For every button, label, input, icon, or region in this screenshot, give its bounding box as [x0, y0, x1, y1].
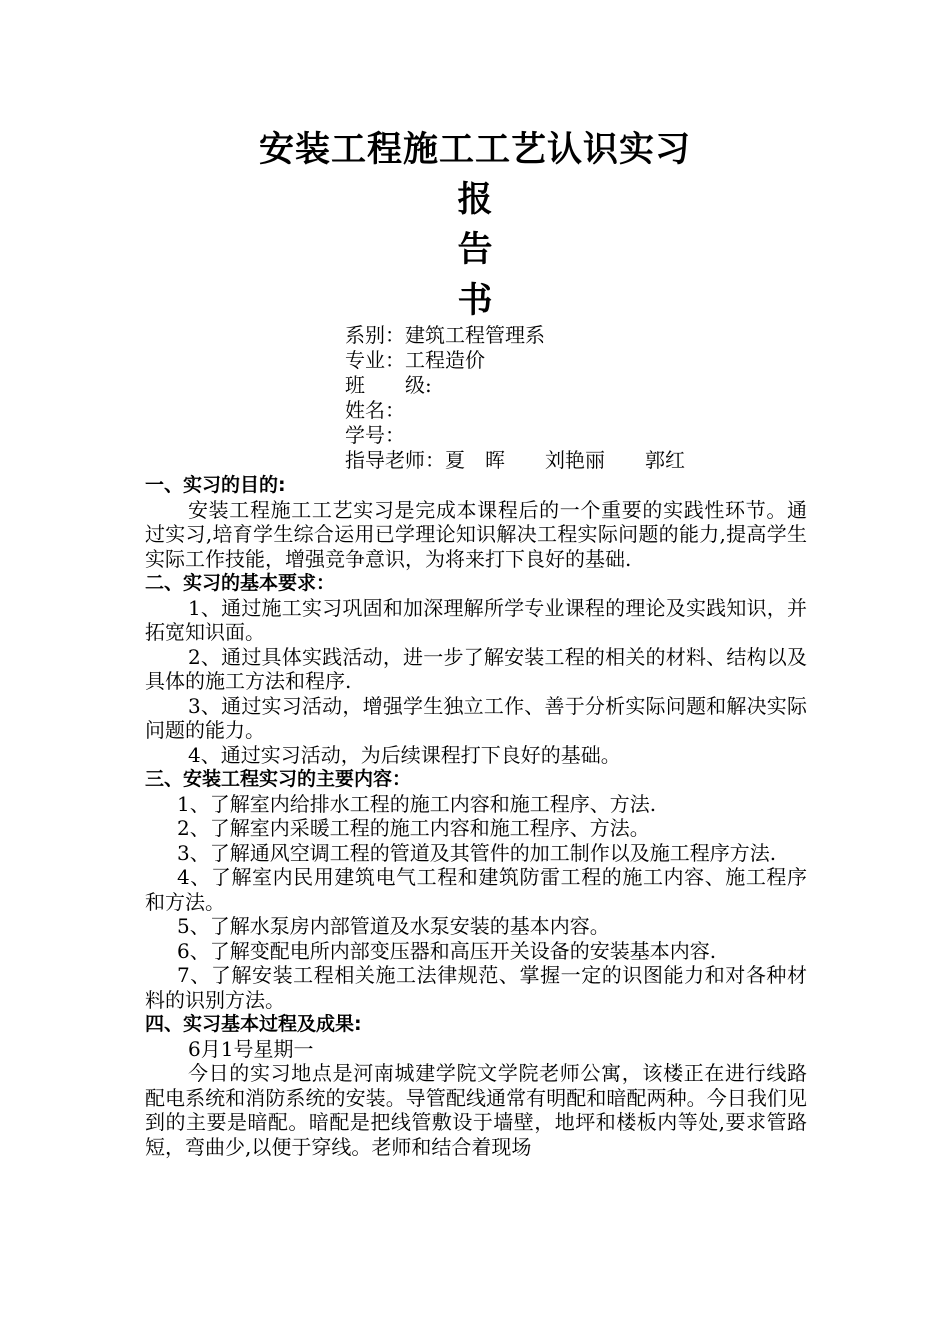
section-heading-requirements: 二、实习的基本要求：	[145, 572, 336, 594]
info-student-id: 学号：	[345, 423, 405, 447]
requirement-item-4: 4、通过实习活动，为后续课程打下良好的基础。	[188, 742, 621, 767]
title-char-shu: 书	[457, 281, 493, 321]
paragraph-purpose: 安装工程施工工艺实习是完成本课程后的一个重要的实践性环节。通过实习,培育学生综合运用已学理论知识解决工程实际问题的能力,提高学生实际工作技能，增强竞争意识，为将来打下良好的基础.	[145, 497, 807, 571]
requirement-item-3: 3、通过实习活动，增强学生独立工作、善于分析实际问题和解决实际问题的能力。	[145, 693, 807, 742]
document-body	[145, 473, 807, 1159]
section-heading-purpose: 一、实习的目的:	[145, 474, 286, 496]
content-item-4: 4、了解室内民用建筑电气工程和建筑防雷工程的施工内容、施工程序和方法。	[145, 865, 807, 914]
process-paragraph-1: 今日的实习地点是河南城建学院文学院老师公寓，该楼正在进行线路配电系统和消防系统的安装。导管配线通常有明配和暗配两种。今日我们见到的主要是暗配。暗配是把线管敷设于墙壁，地坪和楼板内等处,要求管路短，弯曲少,以便于穿线。老师和结合着现场	[145, 1061, 807, 1159]
content-item-5: 5、了解水泵房内部管道及水泵安装的基本内容。	[177, 914, 610, 938]
content-item-6: 6、了解变配电所内部变压器和高压开关设备的安装基本内容.	[177, 938, 717, 963]
title-char-gao: 告	[457, 230, 493, 270]
content-item-3: 3、了解通风空调工程的管道及其管件的加工制作以及施工程序方法.	[177, 840, 777, 865]
content-item-1: 1、了解室内给排水工程的施工内容和施工程序、方法.	[177, 791, 657, 816]
requirement-item-2: 2、通过具体实践活动，进一步了解安装工程的相关的材料、结构以及具体的施工方法和程序.	[145, 644, 807, 693]
info-name: 姓名：	[345, 398, 405, 422]
section-heading-content: 三、安装工程实习的主要内容：	[145, 768, 412, 790]
section-heading-process: 四、实习基本过程及成果:	[145, 1013, 362, 1035]
content-item-7: 7、了解安装工程相关施工法律规范、掌握一定的识图能力和对各种材料的识别方法。	[145, 963, 807, 1012]
info-teachers: 指导老师：夏 晖 刘艳丽 郭红	[345, 448, 685, 472]
info-department: 系别：建筑工程管理系	[345, 323, 545, 347]
requirement-item-1: 1、通过施工实习巩固和加深理解所学专业课程的理论及实践知识，并拓宽知识面。	[145, 595, 807, 644]
info-class: 班 级:	[345, 373, 432, 397]
content-item-2: 2、了解室内采暖工程的施工内容和施工程序、方法。	[177, 816, 650, 840]
info-major: 专业：工程造价	[345, 348, 485, 372]
document-title: 安装工程施工工艺认识实习	[258, 130, 691, 170]
process-date: 6月1号星期一	[188, 1036, 314, 1061]
title-char-bao: 报	[457, 180, 493, 220]
